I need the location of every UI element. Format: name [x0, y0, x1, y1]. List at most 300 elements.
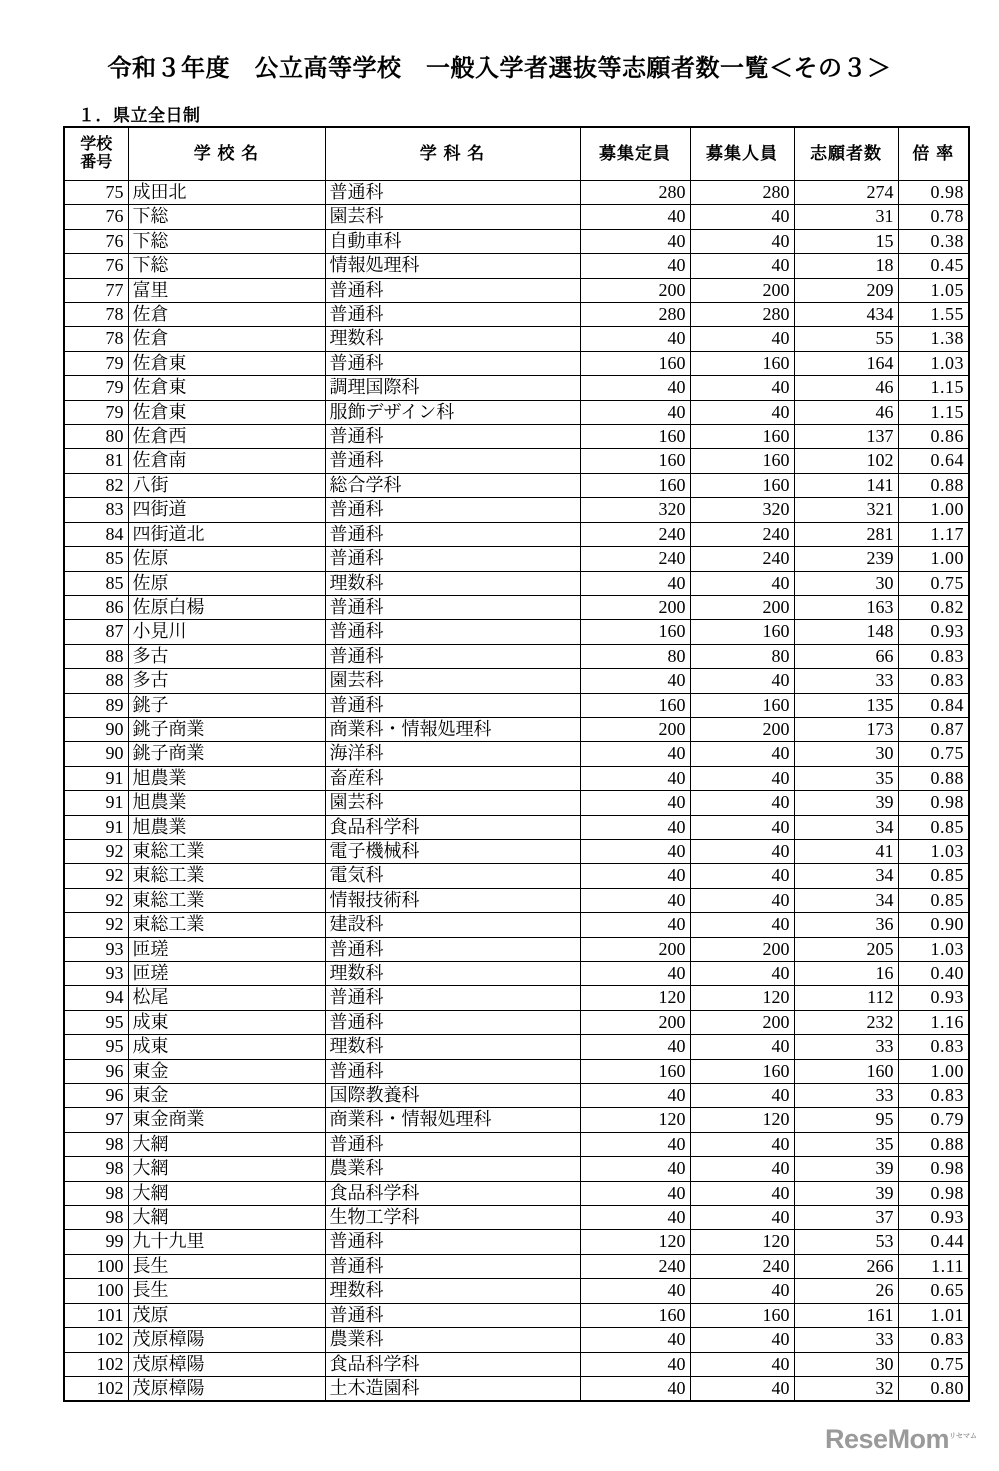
- table-row: [64, 815, 969, 839]
- row-capacity: 40: [580, 1279, 690, 1303]
- row-school-number: 91: [64, 766, 128, 790]
- column-header-capacity: 募集定員: [580, 127, 690, 181]
- row-department: 普通科: [325, 351, 580, 375]
- row-quota: 240: [690, 1254, 794, 1278]
- row-school-number: 101: [64, 1303, 128, 1327]
- row-department: 普通科: [325, 1303, 580, 1327]
- row-quota: 40: [690, 1181, 794, 1205]
- row-applicants: 18: [794, 254, 898, 278]
- row-school-number: 79: [64, 400, 128, 424]
- row-department: 食品科学科: [325, 1352, 580, 1376]
- row-ratio: 1.03: [898, 839, 969, 863]
- column-header-quota: 募集人員: [690, 127, 794, 181]
- row-school-number: 76: [64, 254, 128, 278]
- row-quota: 40: [690, 254, 794, 278]
- table-row: [64, 644, 969, 668]
- row-department: 普通科: [325, 522, 580, 546]
- table-header: [64, 127, 969, 181]
- row-school-name: 銚子: [128, 693, 325, 717]
- row-school-number: 102: [64, 1328, 128, 1352]
- row-ratio: 1.11: [898, 1254, 969, 1278]
- table-row: [64, 791, 969, 815]
- row-school-number: 85: [64, 571, 128, 595]
- table-row: [64, 181, 969, 205]
- row-school-number: 91: [64, 815, 128, 839]
- row-ratio: 1.00: [898, 547, 969, 571]
- row-applicants: 46: [794, 400, 898, 424]
- row-capacity: 40: [580, 1328, 690, 1352]
- row-school-name: 東金商業: [128, 1108, 325, 1132]
- row-ratio: 0.85: [898, 888, 969, 912]
- row-applicants: 281: [794, 522, 898, 546]
- row-ratio: 0.38: [898, 229, 969, 253]
- row-school-name: 大網: [128, 1132, 325, 1156]
- row-department: 普通科: [325, 278, 580, 302]
- row-applicants: 33: [794, 669, 898, 693]
- row-applicants: 55: [794, 327, 898, 351]
- row-quota: 40: [690, 571, 794, 595]
- row-ratio: 0.83: [898, 669, 969, 693]
- row-department: 普通科: [325, 644, 580, 668]
- row-applicants: 164: [794, 351, 898, 375]
- row-school-name: 下総: [128, 229, 325, 253]
- page-title: 令和３年度 公立高等学校 一般入学者選抜等志願者数一覧＜その３＞: [107, 55, 892, 82]
- table-row: [64, 473, 969, 497]
- row-quota: 160: [690, 693, 794, 717]
- row-school-number: 95: [64, 1010, 128, 1034]
- row-school-number: 95: [64, 1035, 128, 1059]
- table-body: [64, 181, 969, 1402]
- row-quota: 40: [690, 229, 794, 253]
- row-ratio: 0.85: [898, 864, 969, 888]
- row-quota: 40: [690, 815, 794, 839]
- table-row: [64, 1035, 969, 1059]
- table-row: [64, 449, 969, 473]
- applicants-table: [63, 126, 970, 1402]
- row-ratio: 0.64: [898, 449, 969, 473]
- row-capacity: 40: [580, 229, 690, 253]
- row-applicants: 321: [794, 498, 898, 522]
- row-school-name: 匝瑳: [128, 962, 325, 986]
- row-school-number: 102: [64, 1352, 128, 1376]
- table-row: [64, 1376, 969, 1401]
- row-applicants: 266: [794, 1254, 898, 1278]
- row-quota: 40: [690, 766, 794, 790]
- row-school-name: 銚子商業: [128, 717, 325, 741]
- row-quota: 40: [690, 962, 794, 986]
- row-ratio: 0.45: [898, 254, 969, 278]
- row-applicants: 135: [794, 693, 898, 717]
- row-capacity: 80: [580, 644, 690, 668]
- row-ratio: 0.44: [898, 1230, 969, 1254]
- row-department: 普通科: [325, 449, 580, 473]
- row-ratio: 0.83: [898, 1084, 969, 1108]
- row-applicants: 34: [794, 864, 898, 888]
- row-ratio: 1.17: [898, 522, 969, 546]
- row-quota: 200: [690, 717, 794, 741]
- row-ratio: 0.93: [898, 1206, 969, 1230]
- row-school-number: 94: [64, 986, 128, 1010]
- row-department: 普通科: [325, 937, 580, 961]
- table-row: [64, 1206, 969, 1230]
- row-quota: 40: [690, 1279, 794, 1303]
- row-capacity: 120: [580, 1230, 690, 1254]
- row-quota: 120: [690, 1230, 794, 1254]
- row-ratio: 0.88: [898, 1132, 969, 1156]
- row-ratio: 0.75: [898, 742, 969, 766]
- row-applicants: 232: [794, 1010, 898, 1034]
- row-school-number: 78: [64, 303, 128, 327]
- row-quota: 160: [690, 620, 794, 644]
- row-applicants: 30: [794, 742, 898, 766]
- table-row: [64, 839, 969, 863]
- row-school-number: 81: [64, 449, 128, 473]
- row-department: 普通科: [325, 986, 580, 1010]
- row-capacity: 40: [580, 864, 690, 888]
- row-department: 商業科・情報処理科: [325, 1108, 580, 1132]
- row-ratio: 0.86: [898, 425, 969, 449]
- table-row: [64, 547, 969, 571]
- row-school-number: 89: [64, 693, 128, 717]
- row-school-name: 小見川: [128, 620, 325, 644]
- table-row: [64, 1059, 969, 1083]
- row-department: 普通科: [325, 1010, 580, 1034]
- table-row: [64, 425, 969, 449]
- row-school-name: 佐倉西: [128, 425, 325, 449]
- row-ratio: 1.00: [898, 1059, 969, 1083]
- row-ratio: 0.98: [898, 1157, 969, 1181]
- row-capacity: 40: [580, 400, 690, 424]
- row-ratio: 0.85: [898, 815, 969, 839]
- table-row: [64, 595, 969, 619]
- row-school-number: 92: [64, 913, 128, 937]
- row-quota: 120: [690, 1108, 794, 1132]
- row-quota: 40: [690, 327, 794, 351]
- row-quota: 40: [690, 1352, 794, 1376]
- row-school-name: 銚子商業: [128, 742, 325, 766]
- row-applicants: 35: [794, 766, 898, 790]
- row-school-number: 88: [64, 669, 128, 693]
- row-quota: 40: [690, 1132, 794, 1156]
- row-school-number: 100: [64, 1279, 128, 1303]
- row-applicants: 36: [794, 913, 898, 937]
- row-ratio: 1.38: [898, 327, 969, 351]
- row-applicants: 15: [794, 229, 898, 253]
- row-department: 普通科: [325, 1059, 580, 1083]
- row-capacity: 40: [580, 1206, 690, 1230]
- row-department: 理数科: [325, 1035, 580, 1059]
- table-row: [64, 1157, 969, 1181]
- row-school-number: 92: [64, 864, 128, 888]
- row-school-number: 85: [64, 547, 128, 571]
- row-school-number: 83: [64, 498, 128, 522]
- row-school-number: 97: [64, 1108, 128, 1132]
- row-school-number: 76: [64, 205, 128, 229]
- table-row: [64, 1181, 969, 1205]
- table-row: [64, 620, 969, 644]
- row-school-number: 92: [64, 888, 128, 912]
- row-quota: 280: [690, 303, 794, 327]
- row-quota: 200: [690, 595, 794, 619]
- row-applicants: 39: [794, 1157, 898, 1181]
- row-capacity: 200: [580, 595, 690, 619]
- row-ratio: 0.65: [898, 1279, 969, 1303]
- row-applicants: 37: [794, 1206, 898, 1230]
- row-applicants: 46: [794, 376, 898, 400]
- row-department: 普通科: [325, 1254, 580, 1278]
- table-row: [64, 1303, 969, 1327]
- row-capacity: 160: [580, 1303, 690, 1327]
- column-header-school-number-line1: 学校: [80, 135, 113, 153]
- row-department: 園芸科: [325, 205, 580, 229]
- row-applicants: 31: [794, 205, 898, 229]
- row-capacity: 40: [580, 205, 690, 229]
- row-applicants: 34: [794, 815, 898, 839]
- row-school-name: 成田北: [128, 181, 325, 205]
- row-department: 普通科: [325, 303, 580, 327]
- row-school-number: 77: [64, 278, 128, 302]
- row-school-number: 96: [64, 1059, 128, 1083]
- row-quota: 40: [690, 1328, 794, 1352]
- row-capacity: 320: [580, 498, 690, 522]
- row-capacity: 40: [580, 254, 690, 278]
- row-quota: 40: [690, 839, 794, 863]
- table-row: [64, 498, 969, 522]
- row-school-number: 99: [64, 1230, 128, 1254]
- row-school-name: 東総工業: [128, 864, 325, 888]
- row-department: 情報処理科: [325, 254, 580, 278]
- row-school-name: 四街道: [128, 498, 325, 522]
- table-row: [64, 522, 969, 546]
- row-capacity: 40: [580, 1084, 690, 1108]
- row-quota: 40: [690, 1035, 794, 1059]
- table-row: [64, 1254, 969, 1278]
- row-quota: 40: [690, 669, 794, 693]
- row-ratio: 1.01: [898, 1303, 969, 1327]
- row-capacity: 280: [580, 303, 690, 327]
- row-capacity: 40: [580, 888, 690, 912]
- row-capacity: 40: [580, 1035, 690, 1059]
- table-row: [64, 717, 969, 741]
- row-applicants: 102: [794, 449, 898, 473]
- row-department: 土木造園科: [325, 1376, 580, 1401]
- row-applicants: 30: [794, 571, 898, 595]
- row-quota: 40: [690, 1157, 794, 1181]
- row-capacity: 40: [580, 766, 690, 790]
- row-quota: 40: [690, 742, 794, 766]
- row-quota: 40: [690, 1376, 794, 1401]
- row-school-number: 91: [64, 791, 128, 815]
- row-ratio: 0.87: [898, 717, 969, 741]
- row-ratio: 0.88: [898, 473, 969, 497]
- row-department: 電子機械科: [325, 839, 580, 863]
- row-school-number: 76: [64, 229, 128, 253]
- row-school-number: 75: [64, 181, 128, 205]
- row-school-number: 98: [64, 1132, 128, 1156]
- row-quota: 240: [690, 547, 794, 571]
- row-applicants: 112: [794, 986, 898, 1010]
- row-quota: 240: [690, 522, 794, 546]
- row-school-number: 80: [64, 425, 128, 449]
- row-capacity: 40: [580, 327, 690, 351]
- table-row: [64, 937, 969, 961]
- column-header-department: 学 科 名: [325, 127, 580, 181]
- table-row: [64, 766, 969, 790]
- row-department: 農業科: [325, 1328, 580, 1352]
- row-applicants: 205: [794, 937, 898, 961]
- row-school-number: 78: [64, 327, 128, 351]
- row-department: 海洋科: [325, 742, 580, 766]
- row-quota: 320: [690, 498, 794, 522]
- row-quota: 80: [690, 644, 794, 668]
- row-quota: 120: [690, 986, 794, 1010]
- row-applicants: 141: [794, 473, 898, 497]
- row-ratio: 1.15: [898, 400, 969, 424]
- row-school-number: 102: [64, 1376, 128, 1401]
- row-applicants: 434: [794, 303, 898, 327]
- row-school-name: 多古: [128, 669, 325, 693]
- row-quota: 160: [690, 449, 794, 473]
- row-applicants: 35: [794, 1132, 898, 1156]
- row-department: 食品科学科: [325, 1181, 580, 1205]
- row-school-name: 九十九里: [128, 1230, 325, 1254]
- row-ratio: 1.05: [898, 278, 969, 302]
- row-school-name: 東総工業: [128, 913, 325, 937]
- row-applicants: 137: [794, 425, 898, 449]
- row-capacity: 40: [580, 839, 690, 863]
- row-school-number: 79: [64, 376, 128, 400]
- row-ratio: 0.98: [898, 791, 969, 815]
- row-capacity: 40: [580, 1181, 690, 1205]
- row-ratio: 0.40: [898, 962, 969, 986]
- row-capacity: 120: [580, 986, 690, 1010]
- row-department: 調理国際科: [325, 376, 580, 400]
- row-school-number: 84: [64, 522, 128, 546]
- row-school-name: 東金: [128, 1084, 325, 1108]
- row-capacity: 200: [580, 717, 690, 741]
- row-department: 普通科: [325, 1230, 580, 1254]
- row-quota: 200: [690, 937, 794, 961]
- row-capacity: 40: [580, 376, 690, 400]
- row-school-number: 88: [64, 644, 128, 668]
- row-quota: 160: [690, 1059, 794, 1083]
- row-ratio: 0.82: [898, 595, 969, 619]
- row-capacity: 40: [580, 913, 690, 937]
- row-capacity: 40: [580, 669, 690, 693]
- row-school-name: 佐原白楊: [128, 595, 325, 619]
- row-capacity: 160: [580, 449, 690, 473]
- row-ratio: 1.03: [898, 351, 969, 375]
- table-row: [64, 1108, 969, 1132]
- row-school-number: 93: [64, 937, 128, 961]
- row-department: 自動車科: [325, 229, 580, 253]
- row-department: 普通科: [325, 693, 580, 717]
- column-header-applicants: 志願者数: [794, 127, 898, 181]
- row-school-name: 成東: [128, 1010, 325, 1034]
- row-school-name: 大網: [128, 1181, 325, 1205]
- resemom-logo-subtext: リセマム: [949, 1433, 977, 1440]
- row-ratio: 0.90: [898, 913, 969, 937]
- row-capacity: 40: [580, 791, 690, 815]
- row-department: 情報技術科: [325, 888, 580, 912]
- row-ratio: 0.80: [898, 1376, 969, 1401]
- table-row: [64, 1328, 969, 1352]
- row-department: 園芸科: [325, 669, 580, 693]
- row-school-number: 90: [64, 717, 128, 741]
- row-quota: 40: [690, 1084, 794, 1108]
- row-school-name: 下総: [128, 254, 325, 278]
- row-quota: 40: [690, 376, 794, 400]
- row-school-name: 茂原: [128, 1303, 325, 1327]
- row-school-name: 富里: [128, 278, 325, 302]
- row-school-number: 98: [64, 1206, 128, 1230]
- row-capacity: 40: [580, 571, 690, 595]
- row-department: 普通科: [325, 595, 580, 619]
- row-school-name: 佐倉東: [128, 351, 325, 375]
- row-quota: 40: [690, 1206, 794, 1230]
- row-department: 総合学科: [325, 473, 580, 497]
- table-row: [64, 1230, 969, 1254]
- table-row: [64, 669, 969, 693]
- row-ratio: 1.16: [898, 1010, 969, 1034]
- row-department: 理数科: [325, 571, 580, 595]
- row-quota: 40: [690, 864, 794, 888]
- row-ratio: 0.75: [898, 1352, 969, 1376]
- column-header-school-number: [64, 127, 128, 181]
- row-applicants: 53: [794, 1230, 898, 1254]
- row-school-name: 匝瑳: [128, 937, 325, 961]
- row-quota: 160: [690, 425, 794, 449]
- table-row: [64, 1010, 969, 1034]
- row-capacity: 200: [580, 937, 690, 961]
- table-row: [64, 962, 969, 986]
- row-capacity: 40: [580, 1157, 690, 1181]
- row-capacity: 40: [580, 962, 690, 986]
- row-school-number: 82: [64, 473, 128, 497]
- table-row: [64, 205, 969, 229]
- table-row: [64, 693, 969, 717]
- row-applicants: 32: [794, 1376, 898, 1401]
- row-school-name: 佐倉東: [128, 376, 325, 400]
- table-row: [64, 303, 969, 327]
- row-quota: 40: [690, 400, 794, 424]
- row-school-name: 松尾: [128, 986, 325, 1010]
- row-department: 食品科学科: [325, 815, 580, 839]
- row-applicants: 33: [794, 1328, 898, 1352]
- row-applicants: 95: [794, 1108, 898, 1132]
- row-school-name: 成東: [128, 1035, 325, 1059]
- row-department: 服飾デザイン科: [325, 400, 580, 424]
- row-department: 理数科: [325, 1279, 580, 1303]
- row-school-name: 四街道北: [128, 522, 325, 546]
- row-ratio: 1.55: [898, 303, 969, 327]
- table-row: [64, 1352, 969, 1376]
- row-school-name: 多古: [128, 644, 325, 668]
- row-department: 普通科: [325, 498, 580, 522]
- row-department: 普通科: [325, 181, 580, 205]
- row-school-number: 90: [64, 742, 128, 766]
- row-school-number: 96: [64, 1084, 128, 1108]
- row-capacity: 40: [580, 1376, 690, 1401]
- row-capacity: 200: [580, 1010, 690, 1034]
- table-row: [64, 986, 969, 1010]
- row-applicants: 26: [794, 1279, 898, 1303]
- row-department: 普通科: [325, 1132, 580, 1156]
- row-school-name: 佐倉: [128, 303, 325, 327]
- row-department: 国際教養科: [325, 1084, 580, 1108]
- row-department: 農業科: [325, 1157, 580, 1181]
- row-quota: 160: [690, 1303, 794, 1327]
